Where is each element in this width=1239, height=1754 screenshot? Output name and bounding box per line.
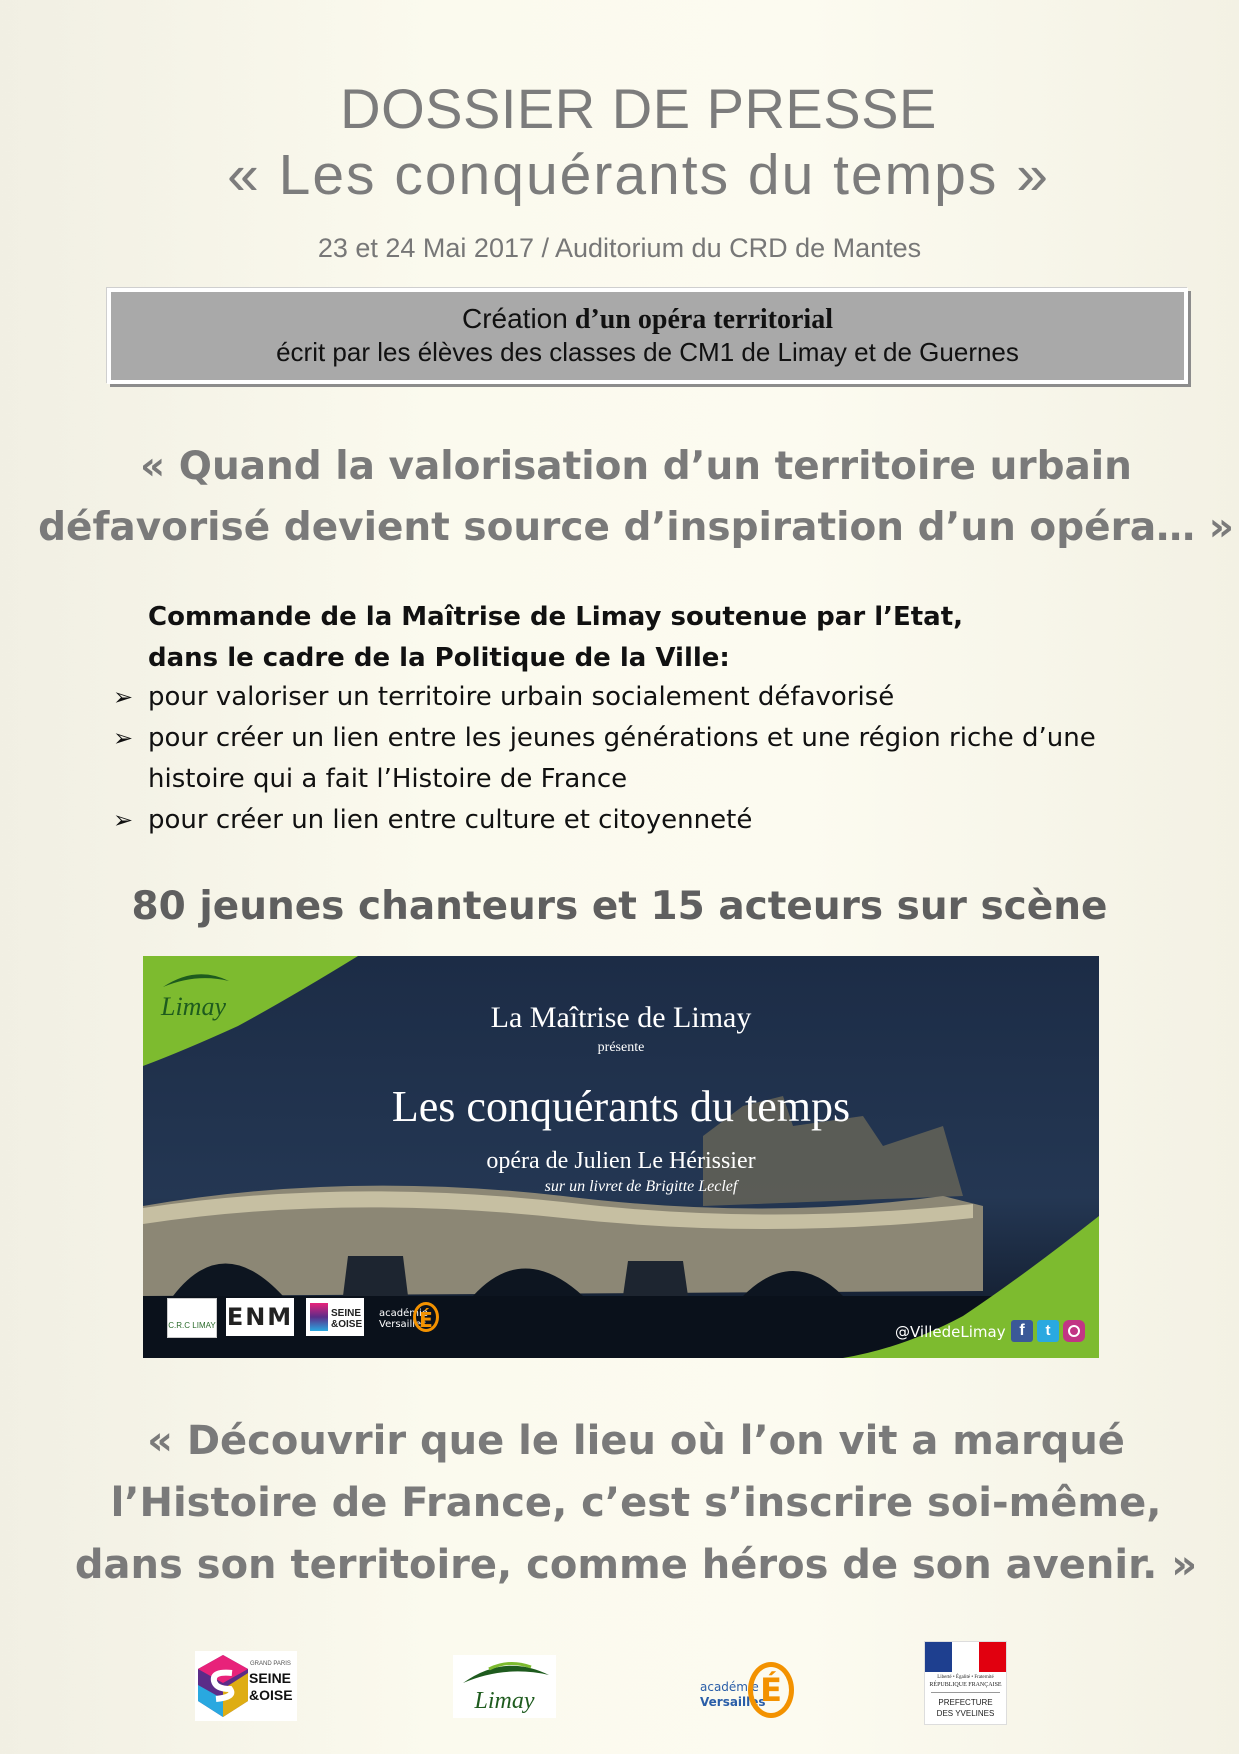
limay-swoosh-icon bbox=[161, 969, 231, 991]
enm-logo: ENM bbox=[226, 1298, 294, 1336]
crc-logo bbox=[167, 1298, 217, 1338]
academie-versailles-logo bbox=[700, 1660, 795, 1720]
list-item-text: histoire qui a fait l’Histoire de France bbox=[148, 764, 628, 794]
pull-quote-top bbox=[0, 436, 1239, 558]
facebook-icon[interactable]: f bbox=[1011, 1320, 1033, 1342]
academie-small-logo bbox=[379, 1300, 439, 1336]
crc-logo-text: C.R.C LIMAY bbox=[168, 1321, 216, 1330]
list-item bbox=[113, 718, 1193, 800]
creation-banner bbox=[107, 288, 1188, 384]
limay-logo-text: Limay bbox=[474, 1688, 535, 1714]
seine-oise-line1: SEINE bbox=[249, 1670, 292, 1686]
pull-quote-line: défavorisé devient source d’inspiration d’un opéra… » bbox=[38, 505, 1234, 550]
intro-line: Commande de la Maîtrise de Limay soutenue par l’Etat, bbox=[148, 602, 964, 632]
twitter-icon[interactable]: t bbox=[1037, 1320, 1059, 1342]
seine-small-line2: &OISE bbox=[331, 1319, 363, 1330]
seine-oise-logo bbox=[195, 1651, 297, 1721]
limay-corner-text: Limay bbox=[161, 992, 226, 1021]
arrow-bullet-icon: ➢ bbox=[113, 724, 134, 752]
prefecture-rf: RÉPUBLIQUE FRANÇAISE bbox=[929, 1682, 1002, 1688]
pull-quote-line: dans son territoire, comme héros de son avenir. » bbox=[74, 1542, 1198, 1588]
academie-e-icon: É bbox=[413, 1302, 439, 1332]
pull-quote-bottom bbox=[0, 1410, 1239, 1596]
creation-heading: d’un opéra territorial bbox=[567, 304, 833, 335]
academie-line2: Versailles bbox=[700, 1695, 766, 1709]
poster-libretto: sur un livret de Brigitte Leclef bbox=[544, 1178, 738, 1195]
page-title: DOSSIER DE PRESSE bbox=[340, 77, 937, 140]
prefecture-motto: Liberté • Égalité • Fraternité bbox=[937, 1675, 994, 1680]
pull-quote-line: « Quand la valorisation d’un territoire urbain bbox=[140, 444, 1132, 489]
limay-logo bbox=[453, 1655, 556, 1718]
arrow-bullet-icon: ➢ bbox=[113, 683, 134, 711]
academie-line1: académie bbox=[700, 1680, 759, 1694]
prefecture-line1: PREFECTURE bbox=[938, 1698, 993, 1707]
list-item bbox=[113, 677, 1193, 718]
seine-oise-s-icon bbox=[198, 1655, 248, 1717]
prefecture-logo bbox=[924, 1641, 1007, 1725]
seine-oise-small-text: GRAND PARIS bbox=[250, 1661, 291, 1667]
page-subtitle: « Les conquérants du temps » bbox=[227, 143, 1050, 207]
seine-oise-small-logo bbox=[306, 1298, 364, 1336]
poster-presents: présente bbox=[597, 1040, 645, 1055]
limay-swoosh-icon bbox=[459, 1659, 551, 1687]
academie-small-line2: Versailles bbox=[379, 1319, 427, 1330]
commission-intro bbox=[148, 597, 963, 679]
list-item bbox=[113, 800, 1193, 841]
poster-presenter: La Maîtrise de Limay bbox=[490, 1001, 752, 1034]
marianne-icon bbox=[925, 1642, 1006, 1672]
pull-quote-line: l’Histoire de France, c’est s’inscrire soi-même, bbox=[110, 1480, 1162, 1526]
list-item-text: pour valoriser un territoire urbain socialement défavorisé bbox=[148, 682, 895, 712]
seine-s-icon bbox=[310, 1303, 328, 1331]
list-item-text: pour créer un lien entre les jeunes générations et une région riche d’une bbox=[148, 723, 1096, 753]
event-dateline: 23 et 24 Mai 2017 / Auditorium du CRD de Mantes bbox=[317, 233, 922, 263]
list-item-text: pour créer un lien entre culture et citoyenneté bbox=[148, 805, 753, 835]
creation-subtext: écrit par les élèves des classes de CM1 de Limay et de Guernes bbox=[276, 337, 1019, 367]
creation-prefix: Création bbox=[461, 303, 568, 334]
poster-composer: opéra de Julien Le Hérissier bbox=[486, 1148, 756, 1174]
twitter-handle: @VilledeLimay bbox=[895, 1323, 1006, 1341]
seine-small-line1: SEINE bbox=[331, 1308, 362, 1319]
academie-e-icon: É bbox=[748, 1662, 794, 1718]
seine-oise-line2: &OISE bbox=[249, 1687, 293, 1703]
poster-title: Les conquérants du temps bbox=[391, 1082, 851, 1131]
instagram-icon[interactable] bbox=[1063, 1320, 1085, 1342]
arrow-bullet-icon: ➢ bbox=[113, 806, 134, 834]
intro-line: dans le cadre de la Politique de la Ville: bbox=[148, 643, 730, 673]
opera-poster bbox=[143, 956, 1099, 1358]
pull-quote-line: « Découvrir que le lieu où l’on vit a marqué bbox=[147, 1418, 1125, 1464]
prefecture-line2: DES YVELINES bbox=[936, 1709, 995, 1718]
academie-small-line1: académie bbox=[379, 1308, 428, 1319]
objectives-list bbox=[113, 677, 1193, 841]
performers-heading: 80 jeunes chanteurs et 15 acteurs sur scène bbox=[131, 884, 1108, 929]
